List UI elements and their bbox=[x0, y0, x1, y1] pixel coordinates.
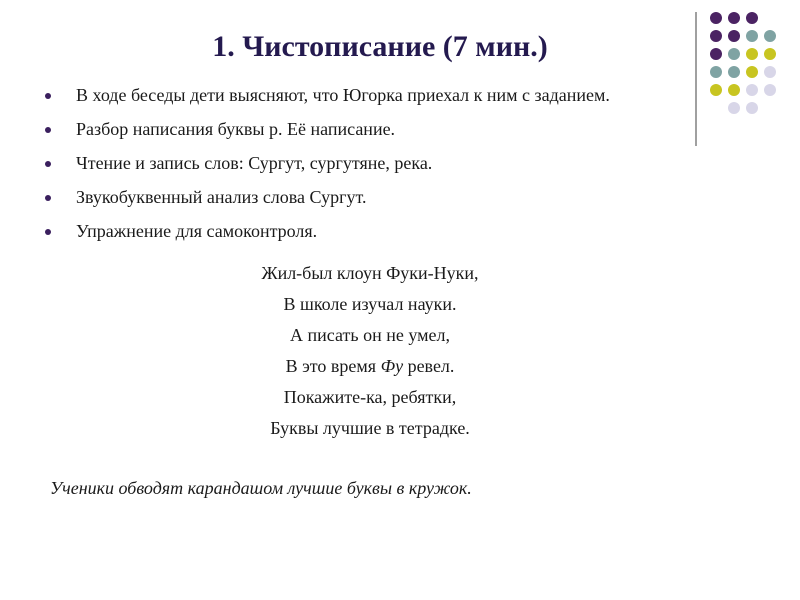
bullet-item: Разбор написания буквы р. Её написание. bbox=[40, 116, 680, 143]
bullet-item: Упражнение для самоконтроля. bbox=[40, 218, 680, 245]
poem-line bbox=[120, 351, 620, 382]
poem-line: В школе изучал науки. bbox=[283, 294, 457, 314]
decorative-dot bbox=[710, 66, 722, 78]
decorative-dot bbox=[746, 66, 758, 78]
decorative-dot bbox=[728, 102, 740, 114]
decorative-divider bbox=[695, 12, 697, 146]
decorative-dot bbox=[746, 30, 758, 42]
decorative-dot bbox=[710, 30, 722, 42]
bullet-item: В ходе беседы дети выясняют, что Югорка приехал к ним с заданием. bbox=[40, 82, 680, 109]
decorative-dot bbox=[746, 12, 758, 24]
decorative-dot-grid bbox=[710, 12, 790, 132]
poem bbox=[120, 258, 620, 444]
decorative-dot bbox=[764, 84, 776, 96]
bullet-item: Звукобуквенный анализ слова Сургут. bbox=[40, 184, 680, 211]
poem-line: Жил-был клоун Фуки-Нуки, bbox=[261, 263, 479, 283]
bullet-list bbox=[40, 82, 680, 252]
decorative-dot bbox=[746, 48, 758, 60]
decorative-dot bbox=[728, 30, 740, 42]
decorative-dot bbox=[764, 66, 776, 78]
bullet-item: Чтение и запись слов: Сургут, сургутяне, река. bbox=[40, 150, 680, 177]
decorative-dot bbox=[710, 12, 722, 24]
decorative-dot bbox=[746, 102, 758, 114]
poem-line: Покажите-ка, ребятки, bbox=[283, 387, 457, 407]
decorative-dot bbox=[746, 84, 758, 96]
decorative-dot bbox=[728, 84, 740, 96]
poem-line-emphasis: Фу bbox=[380, 356, 404, 376]
decorative-dot bbox=[728, 12, 740, 24]
poem-line-text: В это время bbox=[285, 356, 381, 376]
decorative-dot bbox=[710, 84, 722, 96]
decorative-dot bbox=[764, 30, 776, 42]
decorative-dot bbox=[728, 48, 740, 60]
poem-line-text: ревел. bbox=[403, 356, 455, 376]
slide-title: 1. Чистописание (7 мин.) bbox=[212, 30, 548, 63]
decorative-dot bbox=[710, 48, 722, 60]
teacher-note: Ученики обводят карандашом лучшие буквы в кружок. bbox=[50, 478, 472, 498]
decorative-dot bbox=[728, 66, 740, 78]
poem-line: Буквы лучшие в тетрадке. bbox=[270, 418, 470, 438]
poem-line: А писать он не умел, bbox=[290, 325, 450, 345]
decorative-dot bbox=[764, 48, 776, 60]
